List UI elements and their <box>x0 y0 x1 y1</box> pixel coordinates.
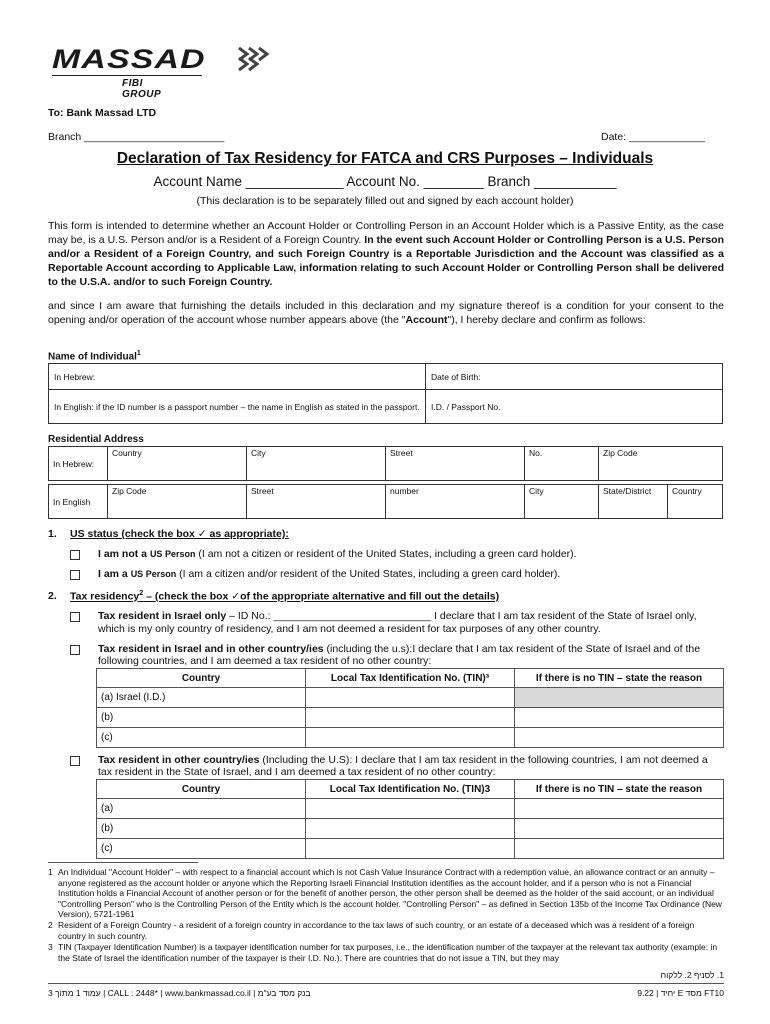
israel-only-bold: Tax resident in Israel only <box>98 610 227 622</box>
other-countries-bold: Tax resident in other country/ies <box>98 754 260 766</box>
us-person-desc: (I am a citizen and/or resident of the United States, including a green card holder). <box>176 568 561 580</box>
tin-table1-header-tin: Local Tax Identification No. (TIN)³ <box>306 669 515 688</box>
footer-divider <box>48 983 724 984</box>
footer-contact: 3 עמוד 1 מתוך | CALL : 2448* | www.bankmassad.co.il | בנק מסד בע"מ <box>48 988 311 998</box>
english-name-field[interactable]: In English: if the ID number is a passport number – the name in English as stated in the passport. <box>49 390 426 424</box>
intro-paragraph <box>48 219 724 289</box>
tin-table1-header-country: Country <box>97 669 306 688</box>
declaration-account-word: Account <box>405 314 448 326</box>
footnote-3 <box>48 942 724 963</box>
address-hebrew-street[interactable]: Street <box>386 447 525 481</box>
intro-bold-text: In the event such Account Holder or Controlling Person is a U.S. Person and/or a Resident of a Foreign Country, and such Foreign Country is a Reportable Jurisdiction and the Account was classified as a Reportable Account according to Applicable Law, information relating to such Account Holder or Controlling Person shall be delivered to the U.S.A. and/or to such Foreign Country. <box>48 234 724 288</box>
tin-table1-row-a-reason <box>515 688 724 708</box>
address-table-hebrew <box>48 446 723 481</box>
name-table <box>48 363 723 424</box>
israel-only-desc: – ID No.: ___________________________ I declare that I am tax resident of the State of Israel only, which is my only country of residency, and I am not deemed a resident for tax purposes of any other country. <box>98 610 697 635</box>
israel-only-checkbox[interactable] <box>70 612 80 622</box>
israel-and-other-checkbox[interactable] <box>70 645 80 655</box>
declaration-paragraph <box>48 299 724 327</box>
tin-table1-row-c-tin[interactable] <box>306 728 515 748</box>
footnote-1 <box>48 867 724 920</box>
us-person-option <box>98 568 560 580</box>
address-hebrew-zip[interactable]: Zip Code <box>599 447 723 481</box>
israel-only-option <box>98 610 724 636</box>
tin-table-other-countries <box>96 779 724 859</box>
date-field[interactable]: Date: _____________ <box>601 131 705 143</box>
footnote-2 <box>48 920 724 941</box>
hebrew-name-field[interactable]: In Hebrew: <box>49 364 426 390</box>
tin-table1-row-a-tin[interactable] <box>306 688 515 708</box>
tax-heading-a: Tax residency <box>70 590 140 603</box>
logo-subtitle: FIBI GROUP <box>122 78 162 100</box>
tin-table1-row-a-country[interactable]: (a) Israel (I.D.) <box>97 688 306 708</box>
separate-note: (This declaration is to be separately filled out and signed by each account holder) <box>196 195 574 207</box>
us-status-number: 1. <box>48 528 57 540</box>
name-section-heading <box>48 350 141 362</box>
address-table-english <box>48 484 723 519</box>
address-hebrew-number[interactable]: No. <box>525 447 599 481</box>
tin-table2-row-a-tin[interactable] <box>306 799 515 819</box>
intro-plain-text: This form is intended to determine whether an Account Holder or Controlling Person in an Account Holder which is a Passive Entity, as the case may be, is a U.S. Person and/or is a Resident of a Foreign Country. <box>48 220 724 246</box>
footnote-3-num: 3 <box>48 942 53 952</box>
bank-logo <box>52 44 206 100</box>
tin-table2-row-b-reason[interactable] <box>515 819 724 839</box>
addressee: To: Bank Massad LTD <box>48 107 157 119</box>
footnote-2-num: 2 <box>48 920 53 930</box>
document-title: Declaration of Tax Residency for FATCA and CRS Purposes – Individuals <box>116 150 654 167</box>
tin-table1-row-b-country[interactable]: (b) <box>97 708 306 728</box>
footnote-1-text: An Individual "Account Holder" – with respect to a financial account which is not Cash Value Insurance Contract with a redemption value, an allowance contract or an annuity –anyone registered as the account holder or anyone which the Reporting Israeli Financial Institution identifies as the account holder, and if a person who is not a Financial Institution holds a Financial Account of another person or for the benefit of another person, the other person shall be deemed as the holder of the said account, or an individual "Controlling Person" who is the Controlling Person of the Entity which is the account holder. "Controlling Person" – as defined in Section 135b of the Income Tax Ordinance (New Version), 5721-1961 <box>58 867 722 919</box>
us-person-checkbox[interactable] <box>70 570 80 580</box>
address-english-state[interactable]: State/District <box>599 485 668 519</box>
tin-table2-row-b-country[interactable]: (b) <box>97 819 306 839</box>
distribution-note: 1. לסניף 2. ללקוח <box>660 970 724 980</box>
branch-field[interactable]: Branch ________________________ <box>48 131 225 143</box>
address-hebrew-city[interactable]: City <box>247 447 386 481</box>
other-countries-desc: (Including the U.S): I declare that I am tax resident in the following countries, I am not deemed a tax resident in the State of Israel, and I am deemed a tax resident of no other country: <box>98 754 708 778</box>
footnote-3-text: TIN (Taxpayer Identification Number) is a taxpayer identification number for tax purposes, i.e., the identification number of the taxpayer at the relevant tax authority (example: in the State of Israel the identification number of the taxpayer is their I.D. No.). There are countries that do not issue a TIN, but they may <box>58 942 718 963</box>
not-us-person-checkbox[interactable] <box>70 550 80 560</box>
tin-table2-row-c-tin[interactable] <box>306 839 515 859</box>
address-english-number[interactable]: number <box>386 485 525 519</box>
address-hebrew-label: In Hebrew: <box>49 447 108 481</box>
tin-table2-row-a-reason[interactable] <box>515 799 724 819</box>
tax-residency-number: 2. <box>48 590 57 602</box>
account-details-line[interactable]: Account Name _____________ Account No. ________ Branch ___________ <box>153 174 617 189</box>
not-us-person-option <box>98 548 577 560</box>
other-countries-option <box>98 754 724 778</box>
address-english-country[interactable]: Country <box>668 485 723 519</box>
tin-table1-row-b-tin[interactable] <box>306 708 515 728</box>
address-english-street[interactable]: Street <box>247 485 386 519</box>
tin-table1-row-c-country[interactable]: (c) <box>97 728 306 748</box>
not-us-person-term: US Person <box>149 549 196 559</box>
footnote-ref-2: 2 <box>139 590 144 597</box>
logo-text: MASSAD <box>52 44 206 74</box>
tin-table2-row-c-country[interactable]: (c) <box>97 839 306 859</box>
us-person-term: US Person <box>130 569 177 579</box>
tin-table1-row-c-reason[interactable] <box>515 728 724 748</box>
not-us-person-desc: (I am not a citizen or resident of the United States, including a green card holder). <box>195 548 577 560</box>
name-heading-text: Name of Individual <box>48 351 137 363</box>
tin-table2-row-a-country[interactable]: (a) <box>97 799 306 819</box>
tin-table2-row-b-tin[interactable] <box>306 819 515 839</box>
tin-table1-header-reason: If there is no TIN – state the reason <box>515 669 724 688</box>
tin-table1-row-b-reason[interactable] <box>515 708 724 728</box>
id-passport-field[interactable]: I.D. / Passport No. <box>426 390 723 424</box>
tin-table2-row-c-reason[interactable] <box>515 839 724 859</box>
declaration-text-a: and since I am aware that furnishing the details included in this declaration and my signature thereof is a condition for your consent to the opening and/or operation of the account whose number appears above (the " <box>48 300 724 326</box>
address-heading: Residential Address <box>48 434 144 445</box>
israel-and-other-desc: (including the u.s):I declare that I am tax resident of the State of Israel and of the following countries, and I am deemed a tax resident of no other country: <box>98 643 701 667</box>
logo-chevrons-icon <box>235 44 275 74</box>
footnote-2-text: Resident of a Foreign Country - a resident of a foreign country in accordance to the tax laws of such country, or an estate of a deceased which was a resident of a foreign country in such country. <box>58 920 695 941</box>
israel-and-other-bold: Tax resident in Israel and in other country/ies <box>98 643 324 655</box>
footnote-1-num: 1 <box>48 867 53 877</box>
footnote-ref-1: 1 <box>136 350 141 357</box>
tin-table2-header-country: Country <box>97 780 306 799</box>
address-hebrew-country[interactable]: Country <box>108 447 247 481</box>
footnote-divider <box>48 862 198 863</box>
us-status-heading: US status (check the box ✓ as appropriate): <box>70 528 289 540</box>
address-english-city[interactable]: City <box>525 485 599 519</box>
date-of-birth-field[interactable]: Date of Birth: <box>426 364 723 390</box>
israel-and-other-option <box>98 643 724 667</box>
tin-table2-header-reason: If there is no TIN – state the reason <box>515 780 724 799</box>
tax-residency-heading <box>70 590 499 603</box>
us-person-bold: I am a <box>98 568 131 580</box>
address-english-label: In English <box>49 485 108 519</box>
address-english-zip[interactable]: Zip Code <box>108 485 247 519</box>
tin-table-israel-and-other <box>96 668 724 748</box>
footer-form-code: 9.22 | יחיד E מסד FT10 <box>637 988 724 998</box>
not-us-person-bold: I am not a <box>98 548 150 560</box>
logo-underline <box>52 75 202 76</box>
other-countries-checkbox[interactable] <box>70 756 80 766</box>
tin-table2-header-tin: Local Tax Identification No. (TIN)3 <box>306 780 515 799</box>
tax-heading-b: – (check the box ✓of the appropriate alternative and fill out the details) <box>143 590 500 603</box>
declaration-text-c: "), I hereby declare and confirm as follows: <box>447 314 646 326</box>
